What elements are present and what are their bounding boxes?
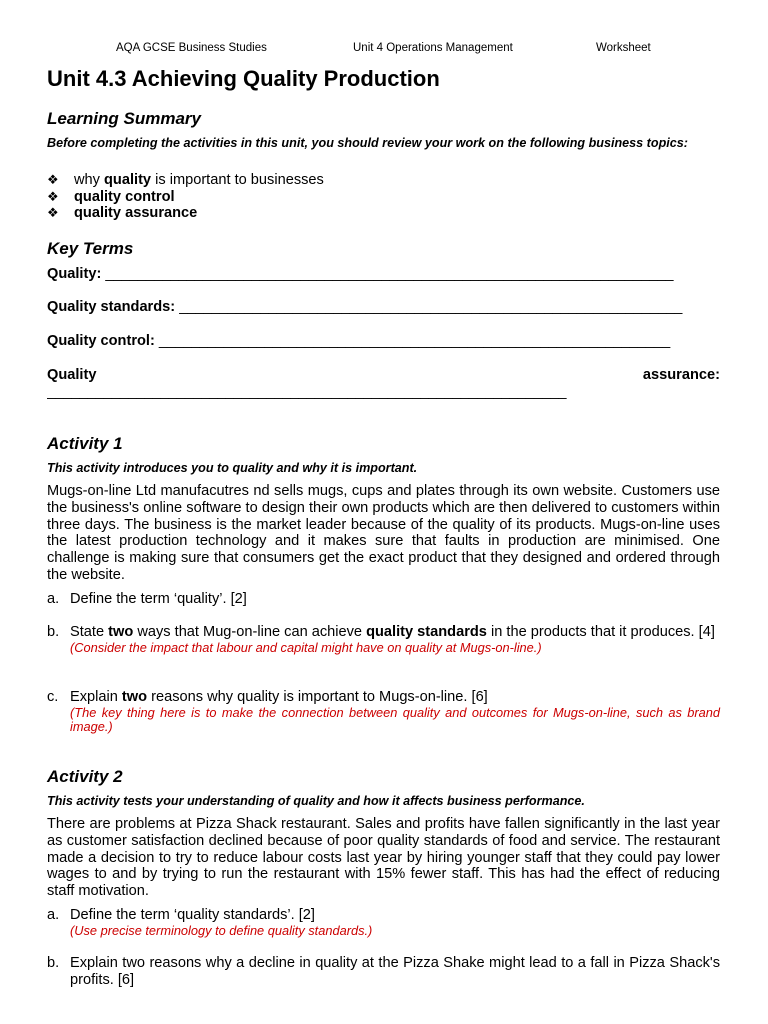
activity-1-question-b: b. State two ways that Mug-on-line can achieve quality standards in the products that it produces. [4] (Consider the impact that labour and capital might have on quality at Mugs-on-line.) bbox=[47, 624, 720, 655]
activity-1-heading: Activity 1 bbox=[47, 434, 123, 453]
question-hint: (Consider the impact that labour and capital might have on quality at Mugs-on-line.) bbox=[70, 639, 542, 655]
answer-line: ________________________________________________________________ bbox=[47, 384, 567, 400]
diamond-bullet-icon: ❖ bbox=[47, 172, 59, 187]
question-hint: (The key thing here is to make the connection between quality and outcomes for Mugs-on-line, such as brand image.) bbox=[70, 704, 720, 735]
diamond-bullet-icon: ❖ bbox=[47, 188, 59, 204]
activity-2-case-study: There are problems at Pizza Shack restaurant. Sales and profits have fallen significantly in the last year as customer satisfaction declined because of poor quality standards of food and service. The restaurant made a decision to try to reduce labour costs last year by hiring younger staff that they could pay lower wages to and by trying to run the restaurant with 15% fewer staff. This has had the effect of reducing staff motivation. bbox=[47, 816, 720, 900]
term-quality-assurance: Quality assurance: bbox=[47, 367, 720, 383]
page-title: Unit 4.3 Achieving Quality Production bbox=[47, 66, 440, 91]
activity-1-case-study: Mugs-on-line Ltd manufacutres nd sells mugs, cups and plates through its own website. Customers use the business's online software to design their own products which are then delivered to customers within three days. The business is the market leader because of the quality of its products. Mugs-on-line uses the latest production technology and it makes sure that faults in production are minimised. One challenge is making sure that consumers get the exact product that they designed and ordered through the website. bbox=[47, 483, 720, 583]
term-quality-standards: Quality standards: ______________________________________________________________ bbox=[47, 299, 683, 315]
activity-2-heading: Activity 2 bbox=[47, 767, 123, 786]
header-course: AQA GCSE Business Studies bbox=[116, 42, 267, 54]
question-hint: (Use precise terminology to define quality standards.) bbox=[70, 922, 373, 938]
key-terms-heading: Key Terms bbox=[47, 239, 134, 258]
activity-1-question-a: a. Define the term ‘quality’. [2] bbox=[47, 591, 247, 607]
answer-line: _______________________________________________________________ bbox=[158, 333, 671, 349]
learning-summary-intro: Before completing the activities in this unit, you should review your work on the following business topics: bbox=[47, 136, 688, 150]
header-type: Worksheet bbox=[596, 42, 651, 54]
list-item: ❖ quality assurance bbox=[47, 205, 198, 222]
activity-2-question-a: a. Define the term ‘quality standards’. [2] (Use precise terminology to define quality standards.) bbox=[47, 907, 720, 938]
activity-1-question-c: c. Explain two reasons why quality is important to Mugs-on-line. [6] (The key thing here is to make the connection between quality and outcomes for Mugs-on-line, such as brand image.) bbox=[47, 689, 720, 735]
diamond-bullet-icon: ❖ bbox=[47, 205, 59, 221]
topic-list bbox=[47, 172, 720, 222]
answer-line: ______________________________________________________________________ bbox=[105, 266, 674, 282]
header-unit: Unit 4 Operations Management bbox=[353, 42, 513, 54]
activity-2-question-b: b. Explain two reasons why a decline in quality at the Pizza Shake might lead to a fall in Pizza Shack's profits. [6] bbox=[47, 955, 720, 988]
answer-line: ______________________________________________________________ bbox=[179, 299, 683, 315]
activity-1-intro: This activity introduces you to quality and why it is important. bbox=[47, 461, 418, 475]
learning-summary-heading: Learning Summary bbox=[47, 109, 201, 128]
page-header bbox=[47, 42, 720, 58]
activity-2-intro: This activity tests your understanding of quality and how it affects business performance. bbox=[47, 794, 585, 808]
list-item: ❖ quality control bbox=[47, 188, 175, 205]
term-quality: Quality: ______________________________________________________________________ bbox=[47, 266, 674, 282]
term-quality-control: Quality control: _______________________________________________________________ bbox=[47, 333, 671, 349]
list-item: ❖ why quality is important to businesses bbox=[47, 172, 324, 188]
